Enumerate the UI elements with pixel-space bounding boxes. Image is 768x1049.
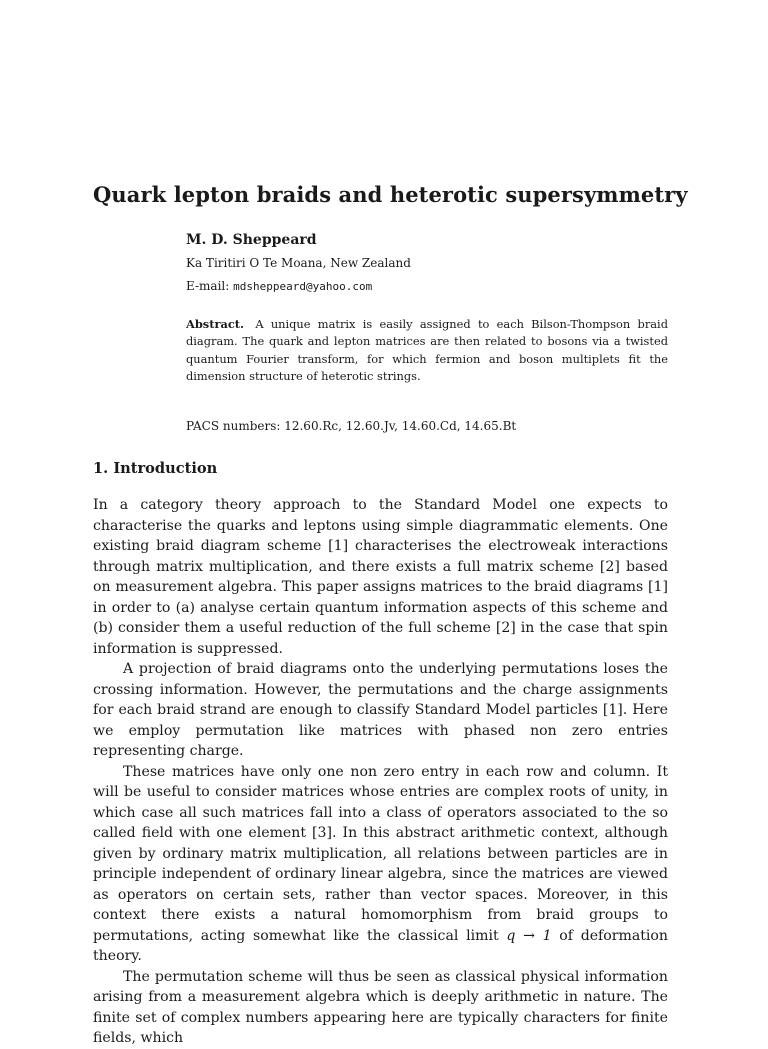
- paragraph: A projection of braid diagrams onto the underlying permutations loses the crossing information. However, the permutations and the charge assignments for each braid strand are enough to classify Standard Model particles [1]. Here we employ permutation like matrices with phased non zero entries representing charge.: [93, 661, 668, 759]
- paragraph: In a category theory approach to the Standard Model one expects to characterise the quarks and leptons using simple diagrammatic elements. One existing braid diagram scheme [1] characterises the electroweak interactions through matrix multiplication, and there exists a full matrix scheme [2] based on measurement algebra. This paper assigns matrices to the braid diagrams [1] in order to (a) analyse certain quantum information aspects of this scheme and (b) consider them a useful reduction of the full scheme [2] in the case that spin information is suppressed.: [93, 497, 668, 657]
- pacs-numbers: PACS numbers: 12.60.Rc, 12.60.Jv, 14.60.Cd, 14.65.Bt: [186, 419, 517, 433]
- paragraph: The permutation scheme will thus be seen as classical physical information arising from a measurement algebra which is deeply arithmetic in nature. The finite set of complex numbers appearing here are typically characters for finite fields, which: [93, 968, 668, 1046]
- author-affiliation: Ka Tiritiri O Te Moana, New Zealand: [186, 256, 411, 270]
- email-label: E-mail:: [186, 279, 230, 293]
- section-heading: 1. Introduction: [93, 460, 218, 477]
- paragraph-text: of deformation theory.: [93, 927, 668, 964]
- paper-title: Quark lepton braids and heterotic supersymmetry: [93, 182, 688, 207]
- paragraph-text: These matrices have only one non zero entry in each row and column. It will be useful to consider matrices whose entries are complex roots of unity, in which case all such matrices fall into a class of operators associated to the so called field with one element [3]. In this abstract arithmetic context, although given by ordinary matrix multiplication, all relations between particles are in principle independent of ordinary linear algebra, since the matrices are viewed as operators on certain sets, rather than vector spaces. Moreover, in this context there exists a natural homomorphism from braid groups to permutations, acting somewhat like the classical limit: [93, 763, 668, 944]
- author-email-line: [186, 279, 372, 293]
- author-name: M. D. Sheppeard: [186, 232, 317, 248]
- email-address: mdsheppeard@yahoo.com: [233, 280, 373, 293]
- paragraph: [93, 762, 668, 967]
- body-text: [93, 495, 668, 1049]
- abstract: [186, 316, 668, 385]
- abstract-label: Abstract.: [186, 317, 245, 331]
- abstract-text: A unique matrix is easily assigned to each Bilson-Thompson braid diagram. The quark and lepton matrices are then related to bosons via a twisted quantum Fourier transform, for which fermion and boson multiplets fit the dimension structure of heterotic strings.: [186, 317, 668, 383]
- inline-math: q → 1: [506, 927, 552, 944]
